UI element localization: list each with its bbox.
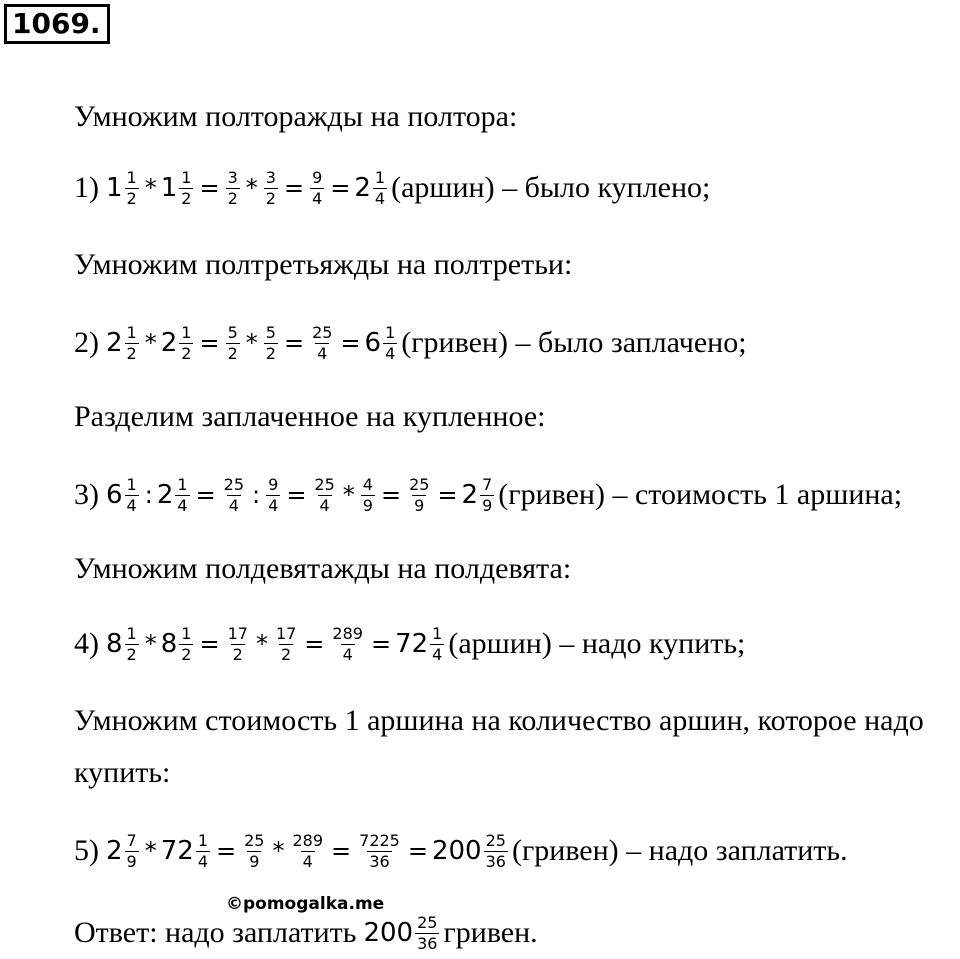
step-2-t1-whole: 2 (106, 328, 123, 358)
step-1-f3: $\frac{3}{2}$ (227, 167, 238, 208)
step-3-result-whole: 2 (461, 480, 479, 510)
step-2-result-frac: $\frac{1}{4}$ (385, 322, 396, 363)
step-5 (74, 826, 848, 876)
step-2-f4: $\frac{5}{2}$ (265, 322, 276, 363)
division-sign: : (252, 481, 261, 509)
step-5-result-whole: 200 (431, 836, 482, 866)
step-3-text: (гривен) – стоимость 1 аршина; (498, 478, 903, 511)
text-line-5b-content: купить: (74, 756, 171, 789)
step-4-f5: $\frac{289}{4}$ (332, 623, 363, 664)
step-4-f3: $\frac{17}{2}$ (227, 623, 248, 664)
step-1 (74, 163, 710, 213)
step-4-text: (аршин) – надо купить; (448, 627, 746, 660)
equals-sign: = (216, 837, 237, 865)
step-2-label: 2) (74, 326, 99, 359)
equals-sign: = (340, 329, 361, 357)
watermark: ©pomogalka.me (226, 894, 385, 914)
text-line-4-content: Умножим полдевятажды на полдевята: (74, 552, 572, 585)
equals-sign: = (199, 630, 220, 658)
step-3-result-frac: $\frac{7}{9}$ (482, 474, 493, 515)
step-4-t1-whole: 8 (106, 629, 123, 659)
step-5-text: (гривен) – надо заплатить. (511, 834, 848, 867)
step-4-result-frac: $\frac{1}{4}$ (432, 623, 443, 664)
step-2-t2-frac: $\frac{1}{2}$ (181, 322, 192, 363)
equals-sign: = (330, 174, 351, 202)
text-line-5a (74, 696, 924, 746)
step-5-f4: $\frac{289}{4}$ (292, 830, 324, 871)
step-2 (74, 318, 747, 368)
step-3-t1-whole: 6 (106, 480, 123, 510)
text-line-4 (74, 544, 571, 594)
division-sign: : (144, 481, 153, 509)
step-1-f4: $\frac{3}{2}$ (265, 167, 276, 208)
step-4-t1-frac: $\frac{1}{2}$ (126, 623, 137, 664)
times-sign: * (245, 329, 258, 357)
equals-sign: = (380, 481, 402, 509)
text-line-1-content: Умножим полторажды на полтора: (74, 100, 518, 133)
step-5-t2-whole: 72 (160, 836, 194, 866)
times-sign: * (144, 329, 157, 357)
text-line-5a-content: Умножим стоимость 1 аршина на количество аршин, которое надо (74, 704, 924, 737)
step-3-f3: $\frac{25}{4}$ (223, 474, 245, 515)
equals-sign: = (199, 174, 220, 202)
equals-sign: = (304, 630, 325, 658)
step-5-f5: $\frac{7225}{36}$ (359, 830, 400, 871)
step-1-t2-whole: 1 (160, 173, 178, 203)
step-3-t1-frac: $\frac{1}{4}$ (126, 474, 137, 515)
times-sign: * (272, 837, 285, 865)
times-sign: * (144, 174, 157, 202)
step-2-result-whole: 6 (364, 328, 382, 358)
answer-whole: 200 (363, 918, 414, 948)
step-1-f5: $\frac{9}{4}$ (312, 167, 323, 208)
equals-sign: = (407, 837, 428, 865)
step-4-result-whole: 72 (395, 629, 429, 659)
step-5-result-frac: $\frac{25}{36}$ (485, 830, 506, 871)
step-5-label: 5) (74, 834, 99, 867)
step-1-result-whole: 2 (354, 173, 371, 203)
equals-sign: = (286, 481, 307, 509)
step-3-t2-frac: $\frac{1}{4}$ (177, 474, 188, 515)
times-sign: * (144, 630, 157, 658)
step-3-f7: $\frac{25}{9}$ (409, 474, 430, 515)
step-2-f3: $\frac{5}{2}$ (227, 322, 238, 363)
step-5-t1-frac: $\frac{7}{9}$ (126, 830, 137, 871)
times-sign: * (255, 630, 268, 658)
equals-sign: = (437, 481, 458, 509)
text-line-2-content: Умножим полтретьяжды на полтретьи: (74, 248, 573, 281)
step-5-t2-frac: $\frac{1}{4}$ (197, 830, 209, 871)
equals-sign: = (283, 329, 305, 357)
step-2-t1-frac: $\frac{1}{2}$ (126, 322, 137, 363)
equals-sign: = (370, 630, 392, 658)
step-3-f6: $\frac{4}{9}$ (362, 474, 373, 515)
equals-sign: = (331, 837, 352, 865)
step-3-t2-whole: 2 (156, 480, 174, 510)
step-3-f5: $\frac{25}{4}$ (314, 474, 335, 515)
step-1-t1-whole: 1 (106, 173, 123, 203)
step-1-t2-frac: $\frac{1}{2}$ (181, 167, 192, 208)
text-line-2 (74, 240, 572, 290)
step-4-f4: $\frac{17}{2}$ (275, 623, 297, 664)
step-4 (74, 619, 745, 669)
text-line-5b (74, 748, 170, 798)
step-5-t1-whole: 2 (106, 836, 123, 866)
answer-suffix: гривен. (443, 916, 538, 949)
times-sign: * (342, 481, 355, 509)
answer-text: Ответ: надо заплатить (74, 916, 357, 949)
equals-sign: = (283, 174, 305, 202)
answer-frac: $\frac{25}{36}$ (417, 912, 438, 953)
step-4-label: 4) (74, 627, 99, 660)
times-sign: * (144, 837, 157, 865)
step-1-t1-frac: $\frac{1}{2}$ (126, 167, 137, 208)
step-5-f3: $\frac{25}{9}$ (244, 830, 265, 871)
step-3-label: 3) (74, 478, 99, 511)
equals-sign: = (199, 329, 220, 357)
problem-number: 1069. (4, 4, 110, 44)
equals-sign: = (195, 481, 216, 509)
step-1-text: (аршин) – было куплено; (391, 171, 711, 204)
step-2-text: (гривен) – было заплачено; (401, 326, 747, 359)
step-3 (74, 470, 902, 520)
step-1-result-frac: $\frac{1}{4}$ (374, 167, 386, 208)
text-line-3 (74, 392, 546, 442)
step-2-f5: $\frac{25}{4}$ (312, 322, 333, 363)
times-sign: * (245, 174, 258, 202)
step-2-t2-whole: 2 (160, 328, 178, 358)
step-4-t2-frac: $\frac{1}{2}$ (181, 623, 192, 664)
step-1-label: 1) (74, 171, 99, 204)
step-4-t2-whole: 8 (160, 629, 178, 659)
text-line-1 (74, 92, 517, 142)
text-line-3-content: Разделим заплаченное на купленное: (74, 400, 546, 433)
answer-line (74, 908, 538, 958)
step-3-f4: $\frac{9}{4}$ (268, 474, 279, 515)
